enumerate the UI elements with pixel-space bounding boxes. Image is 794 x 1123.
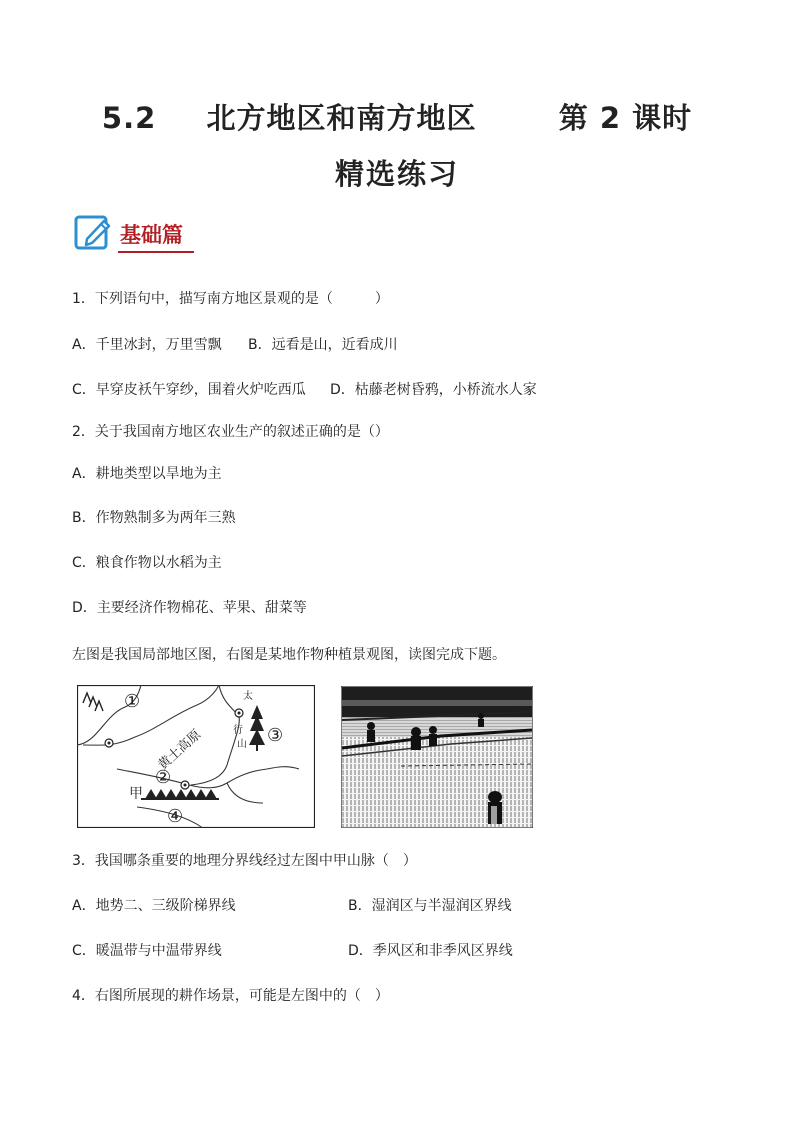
jia-label: 甲: [129, 786, 143, 802]
label-1: ①: [124, 691, 141, 712]
city-marker-icon: [235, 709, 243, 717]
figure-intro: 左图是我国局部地区图，右图是某地作物种植景观图，读图完成下题。: [72, 647, 506, 663]
label-tai: 太: [243, 691, 253, 702]
q2-option-c: C．粮食作物以水稻为主: [72, 555, 222, 571]
regional-map: [77, 685, 315, 828]
q4-stem: 4．右图所展现的耕作场景，可能是左图中的（ ）: [72, 988, 389, 1004]
label-3: ③: [267, 725, 284, 746]
city-marker-icon: [105, 739, 113, 747]
label-4: ④: [167, 806, 184, 827]
lesson-number: 5.2: [101, 101, 157, 135]
q2-stem: 2．关于我国南方地区农业生产的叙述正确的是（）: [72, 424, 389, 440]
rice-planting-photo: [341, 686, 533, 828]
page-subtitle: 精选练习: [334, 157, 459, 191]
q1-option-a: A．千里冰封，万里雪飘: [72, 337, 222, 353]
q1-option-d: D．枯藤老树昏鸦，小桥流水人家: [330, 382, 537, 398]
city-marker-icon: [181, 781, 189, 789]
lesson-period: 第 2 课时: [558, 101, 693, 135]
label-2: ②: [155, 767, 172, 788]
q3-option-a: A．地势二、三级阶梯界线: [72, 898, 236, 914]
section-title: 基础篇: [120, 222, 183, 247]
q3-stem: 3．我国哪条重要的地理分界线经过左图中甲山脉（ ）: [72, 853, 417, 869]
pencil-note-icon: [74, 213, 112, 251]
plateau-label: 黄土高原: [155, 727, 205, 774]
label-shan: 山: [237, 739, 247, 750]
page-title: [0, 96, 794, 137]
lesson-name: 北方地区和南方地区: [206, 101, 477, 135]
q3-option-c: C．暖温带与中温带界线: [72, 943, 222, 959]
q3-option-d: D．季风区和非季风区界线: [348, 943, 513, 959]
label-hang: 行: [233, 725, 243, 736]
section-underline: [118, 251, 194, 253]
q3-option-b: B．湿润区与半湿润区界线: [348, 898, 512, 914]
q2-option-b: B．作物熟制多为两年三熟: [72, 510, 236, 526]
q1-stem: 1．下列语句中，描写南方地区景观的是（ ）: [72, 291, 389, 307]
q2-option-a: A．耕地类型以旱地为主: [72, 466, 222, 482]
q1-option-b: B．远看是山，近看成川: [248, 337, 398, 353]
q2-option-d: D．主要经济作物棉花、苹果、甜菜等: [72, 600, 307, 616]
q1-option-c: C．早穿皮袄午穿纱，围着火炉吃西瓜: [72, 382, 306, 398]
